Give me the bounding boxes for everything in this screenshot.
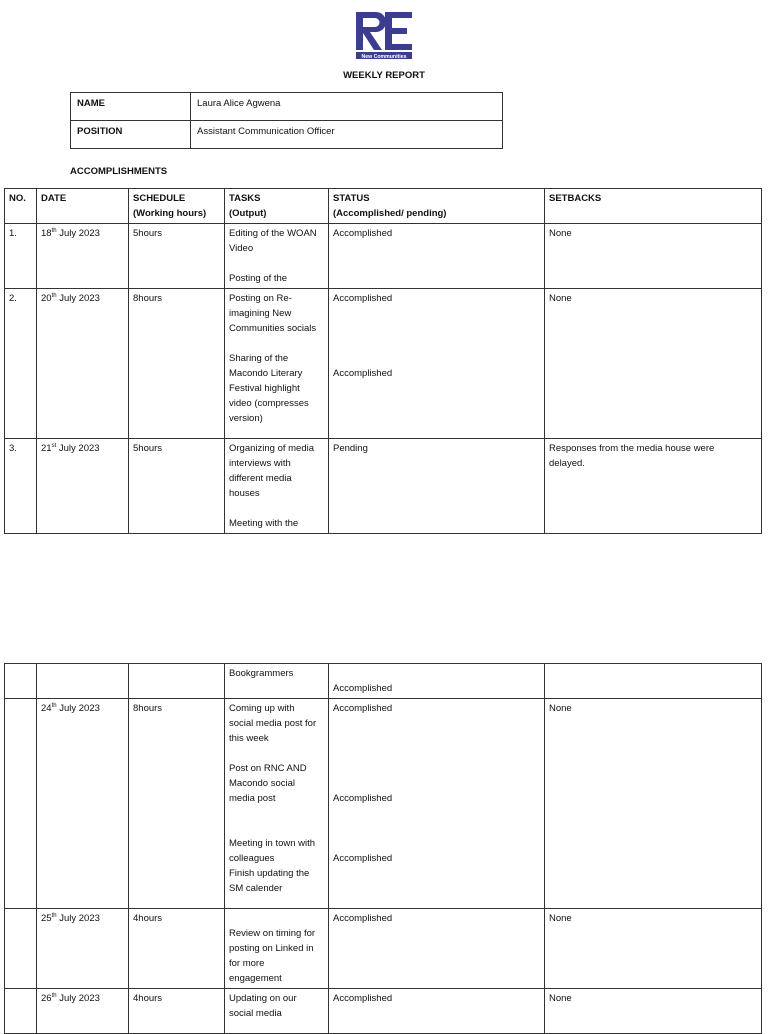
- date-day: 26: [41, 993, 52, 1004]
- cell-schedule: [129, 989, 225, 1034]
- cell-schedule-text: 5hours: [133, 443, 163, 454]
- table-row: [5, 989, 762, 1034]
- header-tasks: [225, 189, 329, 224]
- table-row: [5, 439, 762, 534]
- cell-status: [329, 699, 545, 909]
- cell-tasks-text: Coming up with social media post for this week Post on RNC AND Macondo social media post Meeting in town with colleagues Finish updating the SM calender: [229, 703, 317, 894]
- cell-status: [329, 224, 545, 289]
- cell-status-text: Pending: [333, 443, 368, 454]
- logo-tagline: New Communities: [361, 53, 407, 60]
- cell-no: [5, 224, 37, 289]
- date-month-year: July 2023: [56, 703, 100, 714]
- date-month-year: July 2023: [56, 228, 100, 239]
- re-new-communities-logo: [352, 8, 416, 60]
- cell-tasks-text: Editing of the WOAN Video Posting of the: [229, 228, 317, 284]
- header-schedule: [129, 189, 225, 224]
- cell-tasks: [225, 699, 329, 909]
- table-row: [5, 699, 762, 909]
- header-status-sub: (Accomplished/ pending): [333, 208, 447, 219]
- cell-setbacks: [545, 664, 762, 699]
- header-schedule-sub: (Working hours): [133, 208, 207, 219]
- cell-no-text: 3.: [9, 443, 17, 454]
- cell-date: [37, 224, 129, 289]
- info-key: NAME: [71, 93, 191, 121]
- accomplishments-table-continued: [4, 663, 762, 1034]
- cell-schedule-text: 4hours: [133, 993, 163, 1004]
- cell-setbacks-text: None: [549, 228, 572, 239]
- cell-date: [37, 989, 129, 1034]
- header-status-label: STATUS: [333, 193, 370, 204]
- employee-info-table: [70, 92, 503, 149]
- cell-setbacks-text: None: [549, 293, 572, 304]
- info-value: Assistant Communication Officer: [191, 121, 503, 149]
- info-key: POSITION: [71, 121, 191, 149]
- header-date: DATE: [37, 189, 129, 224]
- cell-schedule: [129, 289, 225, 439]
- cell-status-text: Accomplished Accomplished Accomplished: [333, 703, 393, 864]
- cell-schedule: [129, 699, 225, 909]
- date-suffix: th: [51, 292, 57, 299]
- table-header-row: [5, 189, 762, 224]
- info-row-position: [71, 121, 503, 149]
- report-title: WEEKLY REPORT: [343, 70, 425, 81]
- cell-status-text: Accomplished: [333, 683, 393, 694]
- cell-tasks: [225, 989, 329, 1034]
- table-row: [5, 289, 762, 439]
- cell-date: [37, 699, 129, 909]
- date-month-year: July 2023: [56, 993, 100, 1004]
- table-body-page2: [5, 664, 762, 1034]
- cell-tasks: [225, 224, 329, 289]
- cell-setbacks-text: Responses from the media house were delayed.: [549, 443, 715, 469]
- header-status: [329, 189, 545, 224]
- cell-status: [329, 289, 545, 439]
- date-suffix: th: [51, 702, 57, 709]
- cell-setbacks-text: None: [549, 703, 572, 714]
- date-day: 18: [41, 228, 52, 239]
- cell-schedule: [129, 664, 225, 699]
- cell-status-text: Accomplished: [333, 993, 393, 1004]
- cell-schedule: [129, 439, 225, 534]
- header-tasks-label: TASKS: [229, 193, 261, 204]
- cell-status: [329, 439, 545, 534]
- cell-setbacks: [545, 439, 762, 534]
- cell-status-text: Accomplished: [333, 228, 393, 239]
- cell-setbacks: [545, 289, 762, 439]
- date-month-year: July 2023: [56, 293, 100, 304]
- cell-status: [329, 664, 545, 699]
- cell-schedule-text: 8hours: [133, 703, 163, 714]
- cell-date: [37, 664, 129, 699]
- date-month-year: July 2023: [56, 443, 100, 454]
- cell-schedule-text: 4hours: [133, 913, 163, 924]
- cell-setbacks: [545, 989, 762, 1034]
- header-schedule-label: SCHEDULE: [133, 193, 186, 204]
- header-setbacks: SETBACKS: [545, 189, 762, 224]
- cell-status-text: Accomplished: [333, 913, 393, 924]
- cell-schedule: [129, 224, 225, 289]
- cell-tasks-text: Posting on Re- imagining New Communities socials Sharing of the Macondo Literary Festival highlight video (compresses version): [229, 293, 317, 424]
- cell-setbacks: [545, 224, 762, 289]
- date-suffix: th: [51, 912, 57, 919]
- cell-tasks: [225, 664, 329, 699]
- cell-setbacks: [545, 699, 762, 909]
- cell-no: [5, 699, 37, 909]
- cell-schedule: [129, 909, 225, 989]
- cell-setbacks-text: None: [549, 913, 572, 924]
- cell-tasks: [225, 909, 329, 989]
- date-day: 20: [41, 293, 52, 304]
- cell-no: [5, 289, 37, 439]
- cell-no-text: 1.: [9, 228, 17, 239]
- table-row: [5, 224, 762, 289]
- cell-status: [329, 989, 545, 1034]
- info-value: Laura Alice Agwena: [191, 93, 503, 121]
- table-row: [5, 664, 762, 699]
- date-suffix: th: [51, 227, 57, 234]
- header-no: NO.: [5, 189, 37, 224]
- cell-no: [5, 989, 37, 1034]
- cell-tasks-text: Updating on our social media: [229, 993, 297, 1019]
- cell-setbacks: [545, 909, 762, 989]
- cell-tasks: [225, 439, 329, 534]
- cell-tasks-text: Review on timing for posting on Linked in for more engagement: [229, 928, 316, 984]
- cell-setbacks-text: None: [549, 993, 572, 1004]
- date-day: 24: [41, 703, 52, 714]
- cell-no: [5, 909, 37, 989]
- accomplishments-heading: ACCOMPLISHMENTS: [70, 166, 168, 177]
- cell-status-text: Accomplished Accomplished: [333, 293, 393, 379]
- cell-no-text: 2.: [9, 293, 17, 304]
- table-body-page1: [5, 224, 762, 534]
- table-row: [5, 909, 762, 989]
- date-suffix: st: [51, 442, 57, 449]
- date-day: 25: [41, 913, 52, 924]
- cell-schedule-text: 8hours: [133, 293, 163, 304]
- info-row-name: [71, 93, 503, 121]
- cell-tasks-text: Organizing of media interviews with different media houses Meeting with the: [229, 443, 315, 529]
- cell-no: [5, 439, 37, 534]
- header-tasks-sub: (Output): [229, 208, 267, 219]
- date-day: 21: [41, 443, 52, 454]
- cell-status: [329, 909, 545, 989]
- accomplishments-table: [4, 188, 762, 534]
- cell-no: [5, 664, 37, 699]
- cell-tasks: [225, 289, 329, 439]
- cell-date: [37, 439, 129, 534]
- logo-graphic: [352, 8, 416, 60]
- cell-date: [37, 909, 129, 989]
- cell-tasks-text: Bookgrammers: [229, 668, 294, 679]
- cell-schedule-text: 5hours: [133, 228, 163, 239]
- date-suffix: th: [51, 992, 57, 999]
- cell-date: [37, 289, 129, 439]
- date-month-year: July 2023: [56, 913, 100, 924]
